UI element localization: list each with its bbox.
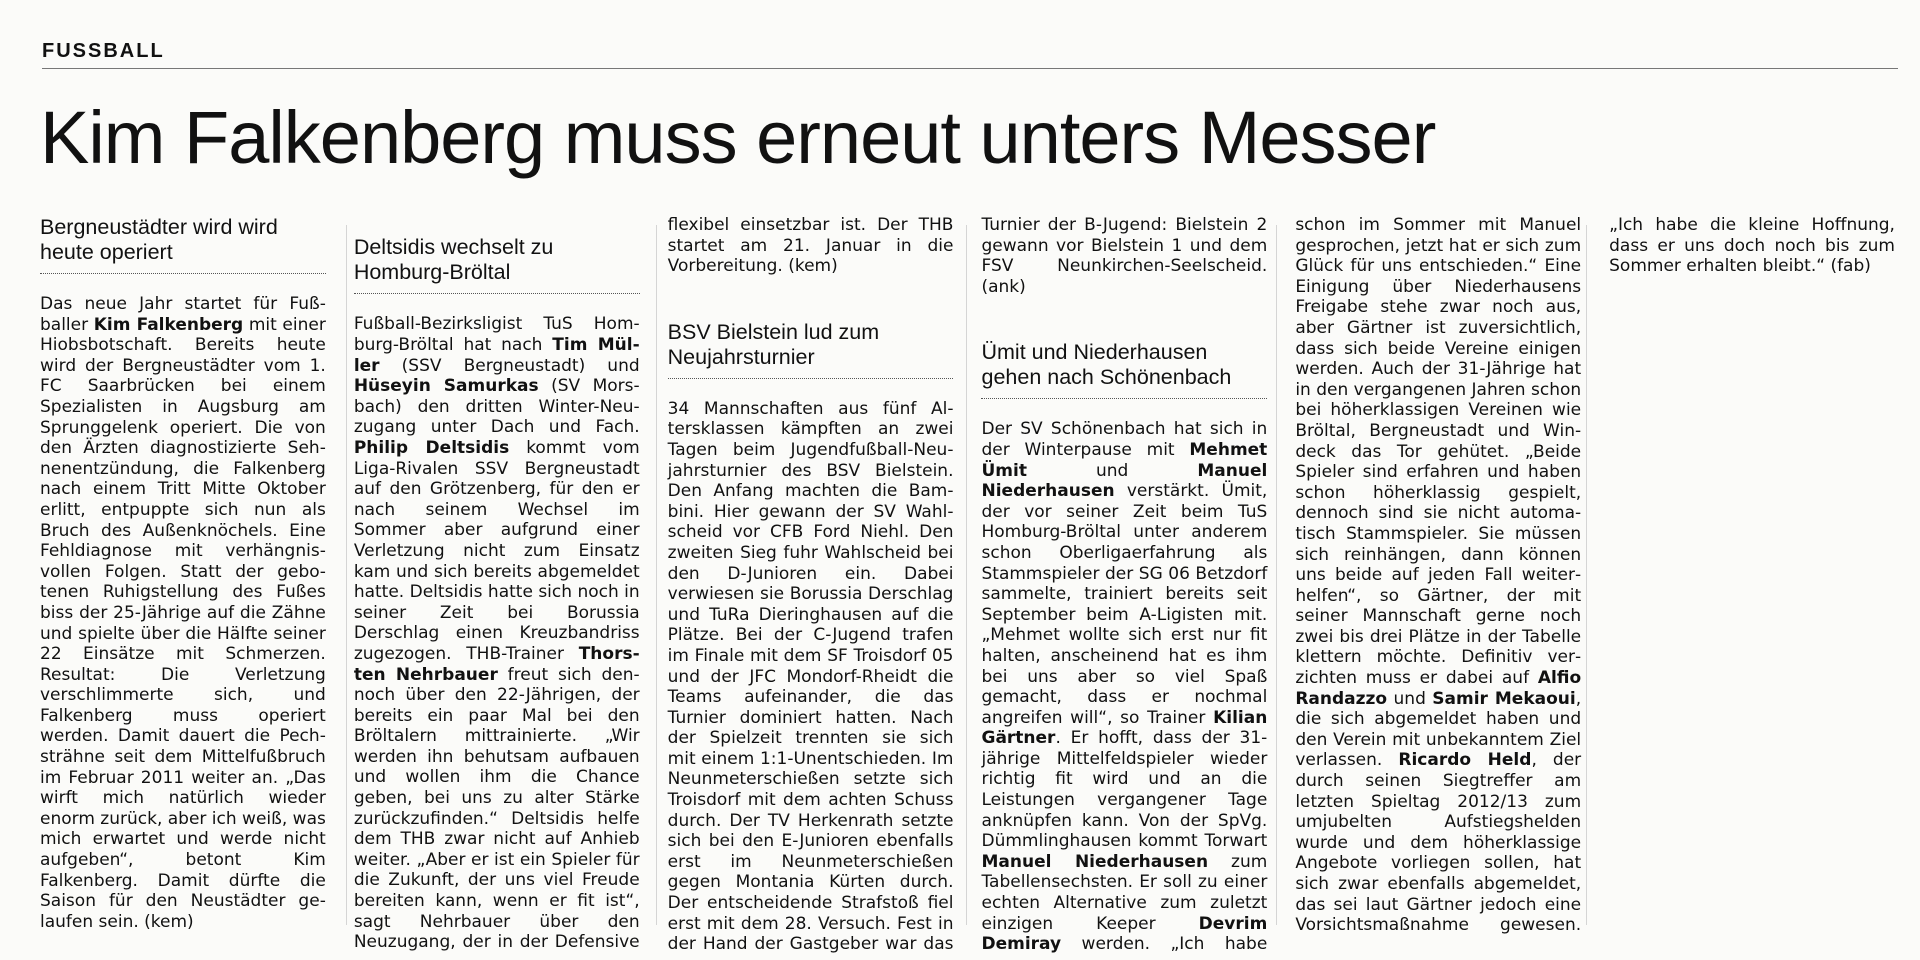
bold-name: Alfio Randazzo (1295, 668, 1582, 709)
bold-name: Philip Deltsidis (353, 437, 510, 458)
bold-name: Manuel Niederhausen (981, 851, 1209, 872)
headline: Kim Falkenberg muss erneut unters Messer (40, 96, 1436, 179)
subheading-bielstein: BSV Bielstein lud zum Neujahrsturnier (667, 319, 880, 369)
subheading-deltsidis: Deltsidis wechselt zu Homburg-Bröltal (353, 235, 554, 285)
text-run: und (1387, 688, 1433, 709)
dotted-divider (981, 398, 1267, 399)
section-label: FUSSBALL (42, 40, 165, 62)
text-run: verstärkt. Ümit, der vor seiner Zeit beim TuS Homburg-Bröltal unter anderem schon Oberligaerfahrung als Stammspieler der SG 06 Betzdorf sammelte, trainiert bereits seit September beim A-Ligisten mit. „Mehmet wollte sich erst nur fit halten, anscheinend hat es ihm bei uns aber so viel Spaß gemacht, dass er nochmal angreifen will“, so Trainer (981, 481, 1268, 728)
paragraph-falkenberg (40, 294, 326, 932)
text-run: (SV Morsbach) den dritten Winter-Neuzugang unter Dach und Fach. (353, 376, 640, 438)
text-run: (SSV Bergneustadt) und (379, 355, 640, 376)
text-run: mit einer Hiobsbotschaft. Bereits heute wird der Bergneustädter vom 1. FC Saarbrücken bei einem Spezialisten in Augsburg am Sprunggelenk operiert. Die von den Ärzten diagnostizierte Sehnenentzündung, die Falkenberg nach einem Tritt Mitte Oktober erlitt, entpuppte sich nun als Bruch des Außenknöchels. Eine Fehldiagnose mit verhängnisvollen Folgen. Statt der gebotenen Ruhigstellung des Fußes biss der 25-Jährige auf die Zähne und spielte über die Hälfte seiner 22 Einsätze mit Schmerzen. Resultat: Die Verletzung verschlimmerte sich, und Falkenberg muss operiert werden. Damit dauert die Pechsträhne seit dem Mittelfußbruch im Februar 2011 weiter an. „Das wirft mich natürlich wieder enorm zurück, aber ich weiß, was mich erwartet und werde nicht aufgeben“, betont Kim Falkenberg. Damit dürfte die Saison für den Neustädter gelaufen sein. (kem) (40, 314, 326, 932)
section-rule (42, 68, 1898, 69)
article-flow (40, 215, 1895, 955)
bold-name: Kim Falkenberg (93, 314, 244, 335)
bold-name: Manuel Niederhausen (981, 460, 1268, 502)
dotted-divider (40, 273, 326, 274)
text-run: Das neue Jahr startet für Fußballer (40, 294, 326, 335)
text-run: und (1026, 460, 1198, 481)
text-run: Fußball-Bezirksligist TuS Homburg-Bröltal hat nach (353, 314, 640, 355)
article-columns (40, 215, 1895, 955)
dotted-divider (354, 293, 640, 294)
paragraph-bielstein: 34 Mannschaften aus fünf Altersklassen kämpften an zwei Tagen beim Jugendfußball-Neujahrsturnier des BSV Bielstein. Den Anfang machten die Bambini. Hier gewann der SV Wahlscheid vor CFB Ford Niehl. Den zweiten Sieg fuhr Wahlscheid bei den D-Junioren ein. Dabei verwiesen sie Borussia Derschlag und TuRa Dieringhausen auf die Plätze. Bei der C-Jugend trafen im Finale mit dem SF Troisdorf 05 und der JFC Mondorf-Rheidt die Teams aufeinander, die das Turnier dominiert hatten. Nach der Spielzeit trennten sie sich mit einem 1:1-Unentschieden. Im Neunmeterschießen setzte sich Troisdorf mit dem achten Schuss durch. Der TV Herkenrath setzte sich bei den E-Junioren ebenfalls erst im Neunmeterschießen gegen Montania Kürten durch. Der entscheidende Strafstoß fiel erst mit dem 28. Versuch. Fest in der Hand der Gastgeber war das Turnier der B-Jugend: Bielstein 2 gewann vor Bielstein 1 und dem FSV Neunkirchen-Seelscheid. (ank) (667, 215, 1268, 955)
bold-name: Ricardo Held (1398, 750, 1532, 771)
dotted-divider (668, 378, 954, 379)
text-run: zum Tabellensechsten. Er soll zu einer echten Alternative zum zuletzt einzigen Keeper (981, 851, 1268, 934)
bold-name: Mehmet Ümit (981, 439, 1268, 481)
bold-name: Thorsten Nehrbauer (353, 643, 640, 685)
bold-name: Devrim Demiray (981, 913, 1268, 955)
spacer (981, 314, 1267, 340)
spacer (668, 294, 954, 320)
bold-name: Tim Müller (353, 335, 640, 376)
text-run: freut sich dennoch über den 22-Jährigen, der bereits ein paar Mal bei den Bröltalern mittrainierte. „Wir werden ihn behutsam aufbauen und wollen ihm die Chance geben, bei uns zu alter Stärke zurückzufinden.“ Deltsidis helfe dem THB zwar nicht auf Anhieb weiter. „Aber er ist ein Spieler für die Zukunft, der uns viel Freude bereiten kann, wenn er fit ist“, sagt Nehrbauer über den Neuzugang, der in der Defensive flexibel einsetzbar ist. Der THB startet am 21. Januar in die Vorbereitung. (kem) (353, 215, 954, 953)
text-run: . Er hofft, dass der 31-jährige Mittelfeldspieler wieder richtig fit wird und an die Leistungen vergangener Tage anknüpfen kann. Von der SpVg. Dümmlinghausen kommt Torwart (981, 728, 1268, 852)
bold-name: Kilian Gärtner (981, 707, 1268, 749)
text-run: , die sich abgemeldet haben und den Verein mit unbekanntem Ziel verlassen. (1295, 688, 1582, 771)
bold-name: Samir Mekaoui (1432, 688, 1576, 709)
bold-name: Hüseyin Samurkas (353, 376, 539, 397)
subheading-falkenberg: Bergneustädter wird wird heute operiert (40, 215, 278, 264)
text-run: werden. „Ich habe schon im Sommer mit Manuel gesprochen, jetzt hat er sich zum Glück für uns entschieden.“ Eine Einigung über Niederhausens Freigabe stehe zwar noch aus, aber Gärtner ist zuversichtlich, dass sich beide Vereine einigen werden. Auch der 31-Jährige hat in den vergangenen Jahren schon bei höherklassigen Vereinen wie Bröltal, Bergneustadt und Windeck das Tor gehütet. „Beide Spieler sind erfahren und haben schon höherklassig gespielt, dennoch sind sie nicht automatisch Stammspieler. Sie müssen sich reinhängen, dann können uns beide auf jeden Fall weiterhelfen“, so Gärtner, der mit seiner Mannschaft gerne noch zwei bis drei Plätze in der Tabelle klettern möchte. Definitiv verzichten muss er dabei auf (1061, 215, 1582, 955)
text-run: Der SV Schönenbach hat sich in der Winterpause mit (981, 419, 1268, 460)
subheading-schoenenbach: Ümit und Niederhausen gehen nach Schönenbach (981, 340, 1232, 390)
text-run: , der durch seinen Siegtreffer am letzten Spieltag 2012/13 zum umjubelten Aufstiegshelden wurde und dem höherklassige Angebote vorliegen sollen, hat sich zwar ebenfalls abgemeldet, das sei laut Gärtner jedoch eine Vorsichtsmaßnahme gewesen. „Ich habe die kleine Hoffnung, dass er uns doch noch bis zum Sommer erhalten bleibt.“ (fab) (1295, 215, 1895, 936)
text-run: kommt vom Liga-Rivalen SSV Bergneustadt auf den Grötzenberg, für den er nach seinem Wechsel im Sommer aber aufgrund einer Verletzung nicht zum Einsatz kam und sich bereits abgemeldet hatte. Deltsidis hatte sich noch in seiner Zeit bei Borussia Derschlag einen Kreuzbandriss zugezogen. THB-Trainer (353, 437, 640, 664)
